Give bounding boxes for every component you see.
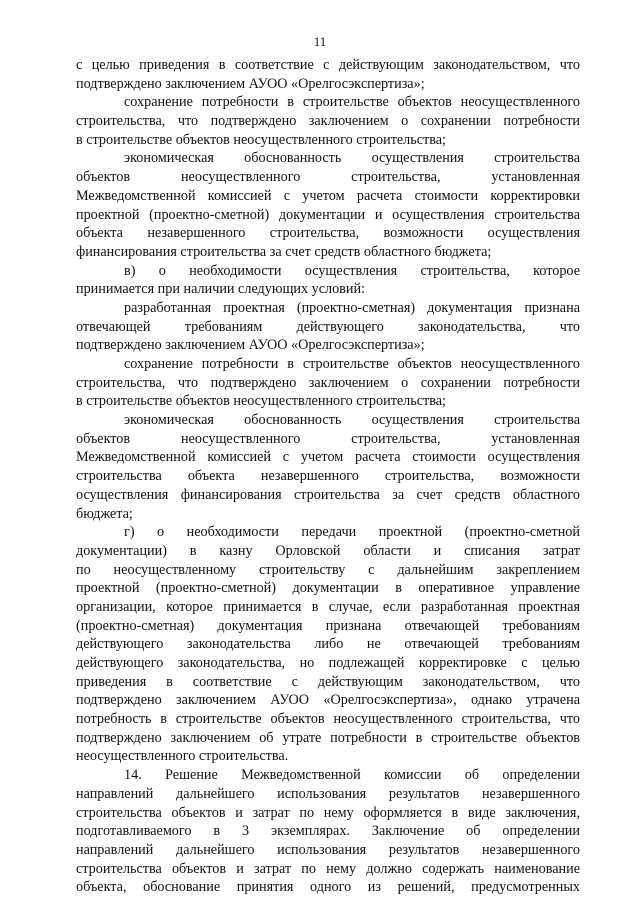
text-line: объектов неосуществленного строительства, установленная [76, 169, 580, 186]
text-line: строительства, что подтверждено заключением о сохранении потребности [76, 374, 580, 391]
text-line: Межведомственной комиссией с учетом расчета стоимости корректировки [76, 187, 580, 204]
text-line: осуществления финансирования строительства за счет средств областного [76, 486, 580, 503]
text-line: строительства, что подтверждено заключением о сохранении потребности [76, 113, 580, 130]
text-line: подтверждено заключением АУОО «Орелгосэкспертиза»; [76, 337, 425, 354]
text-line: направлений дальнейшего использования результатов незавершенного [76, 841, 580, 858]
text-line: приведения в соответствие с действующим законодательством, что [76, 673, 580, 690]
text-line: действующего законодательства, но подлежащей корректировке с целью [76, 655, 580, 671]
text-line: сохранение потребности в строительстве объектов неосуществленного [124, 356, 580, 372]
text-line: сохранение потребности в строительстве объектов неосуществленного [124, 94, 580, 111]
text-line: подтверждено заключением АУОО «Орелгосэкспертиза»; [76, 75, 425, 92]
text-line: принимается при наличии следующих условий: [76, 281, 366, 298]
text-line: Межведомственной комиссией с учетом расчета стоимости осуществления [76, 449, 580, 466]
text-line: проектной (проектно-сметной) документации и осуществления строительства [76, 206, 580, 223]
text-line: разработанная проектная (проектно-сметная) документация признана [124, 299, 580, 316]
text-line: строительства объекта незавершенного строительства, возможности [76, 468, 580, 485]
text-line: с целью приведения в соответствие с действующим законодательством, что [76, 57, 580, 73]
text-line: г) о необходимости передачи проектной (проектно-сметной [124, 524, 580, 541]
text-line: экономическая обоснованность осуществления строительства [124, 150, 580, 167]
text-line: в строительстве объектов неосуществленного строительства; [76, 131, 446, 148]
text-line: экономическая обоснованность осуществления строительства [124, 412, 580, 429]
text-line: документации) в казну Орловской области и списания затрат [76, 542, 580, 559]
text-line: по неосуществленному строительству с дальнейшим закреплением [76, 561, 580, 578]
text-line: направлений дальнейшего использования результатов незавершенного [76, 785, 580, 802]
text-line: проектной (проектно-сметной) документации в оперативное управление [76, 580, 580, 597]
text-line: (проектно-сметная) документация признана отвечающей требованиям [76, 617, 580, 634]
text-line: неосуществленного строительства. [76, 748, 289, 765]
text-line: подтверждено заключением АУОО «Орелгосэкспертиза», однако утрачена [76, 692, 580, 709]
text-line: действующего законодательства либо не отвечающей требованиям [76, 636, 580, 653]
text-line: в) о необходимости осуществления строительства, которое [124, 262, 580, 279]
text-line: 14. Решение Межведомственной комиссии об определении [124, 767, 580, 784]
text-line: бюджета; [76, 505, 133, 522]
text-line: в строительстве объектов неосуществленного строительства; [76, 393, 446, 410]
document-body-text [76, 56, 580, 897]
text-line: подтверждено заключением об утрате потребности в строительстве объектов [76, 729, 580, 746]
text-line: строительства объектов и затрат по нему оформляется в виде заключения, [76, 804, 580, 821]
text-line: объекта, обоснование принятия одного из решений, предусмотренных [76, 879, 580, 896]
text-line: строительства объектов и затрат по нему должно содержать наименование [76, 860, 580, 877]
page-number: 11 [313, 34, 327, 49]
text-line: объектов неосуществленного строительства, установленная [76, 430, 580, 447]
text-line: финансирования строительства за счет средств областного бюджета; [76, 243, 492, 260]
text-line: организации, которое принимается в случае, если разработанная проектная [76, 598, 580, 615]
text-line: отвечающей требованиям действующего законодательства, что [76, 318, 580, 335]
text-line: потребность в строительстве объектов неосуществленного строительства, что [76, 711, 580, 728]
text-line: подготавливаемого в 3 экземплярах. Заключение об определении [76, 823, 580, 840]
text-line: объекта незавершенного строительства, возможности осуществления [76, 225, 580, 242]
